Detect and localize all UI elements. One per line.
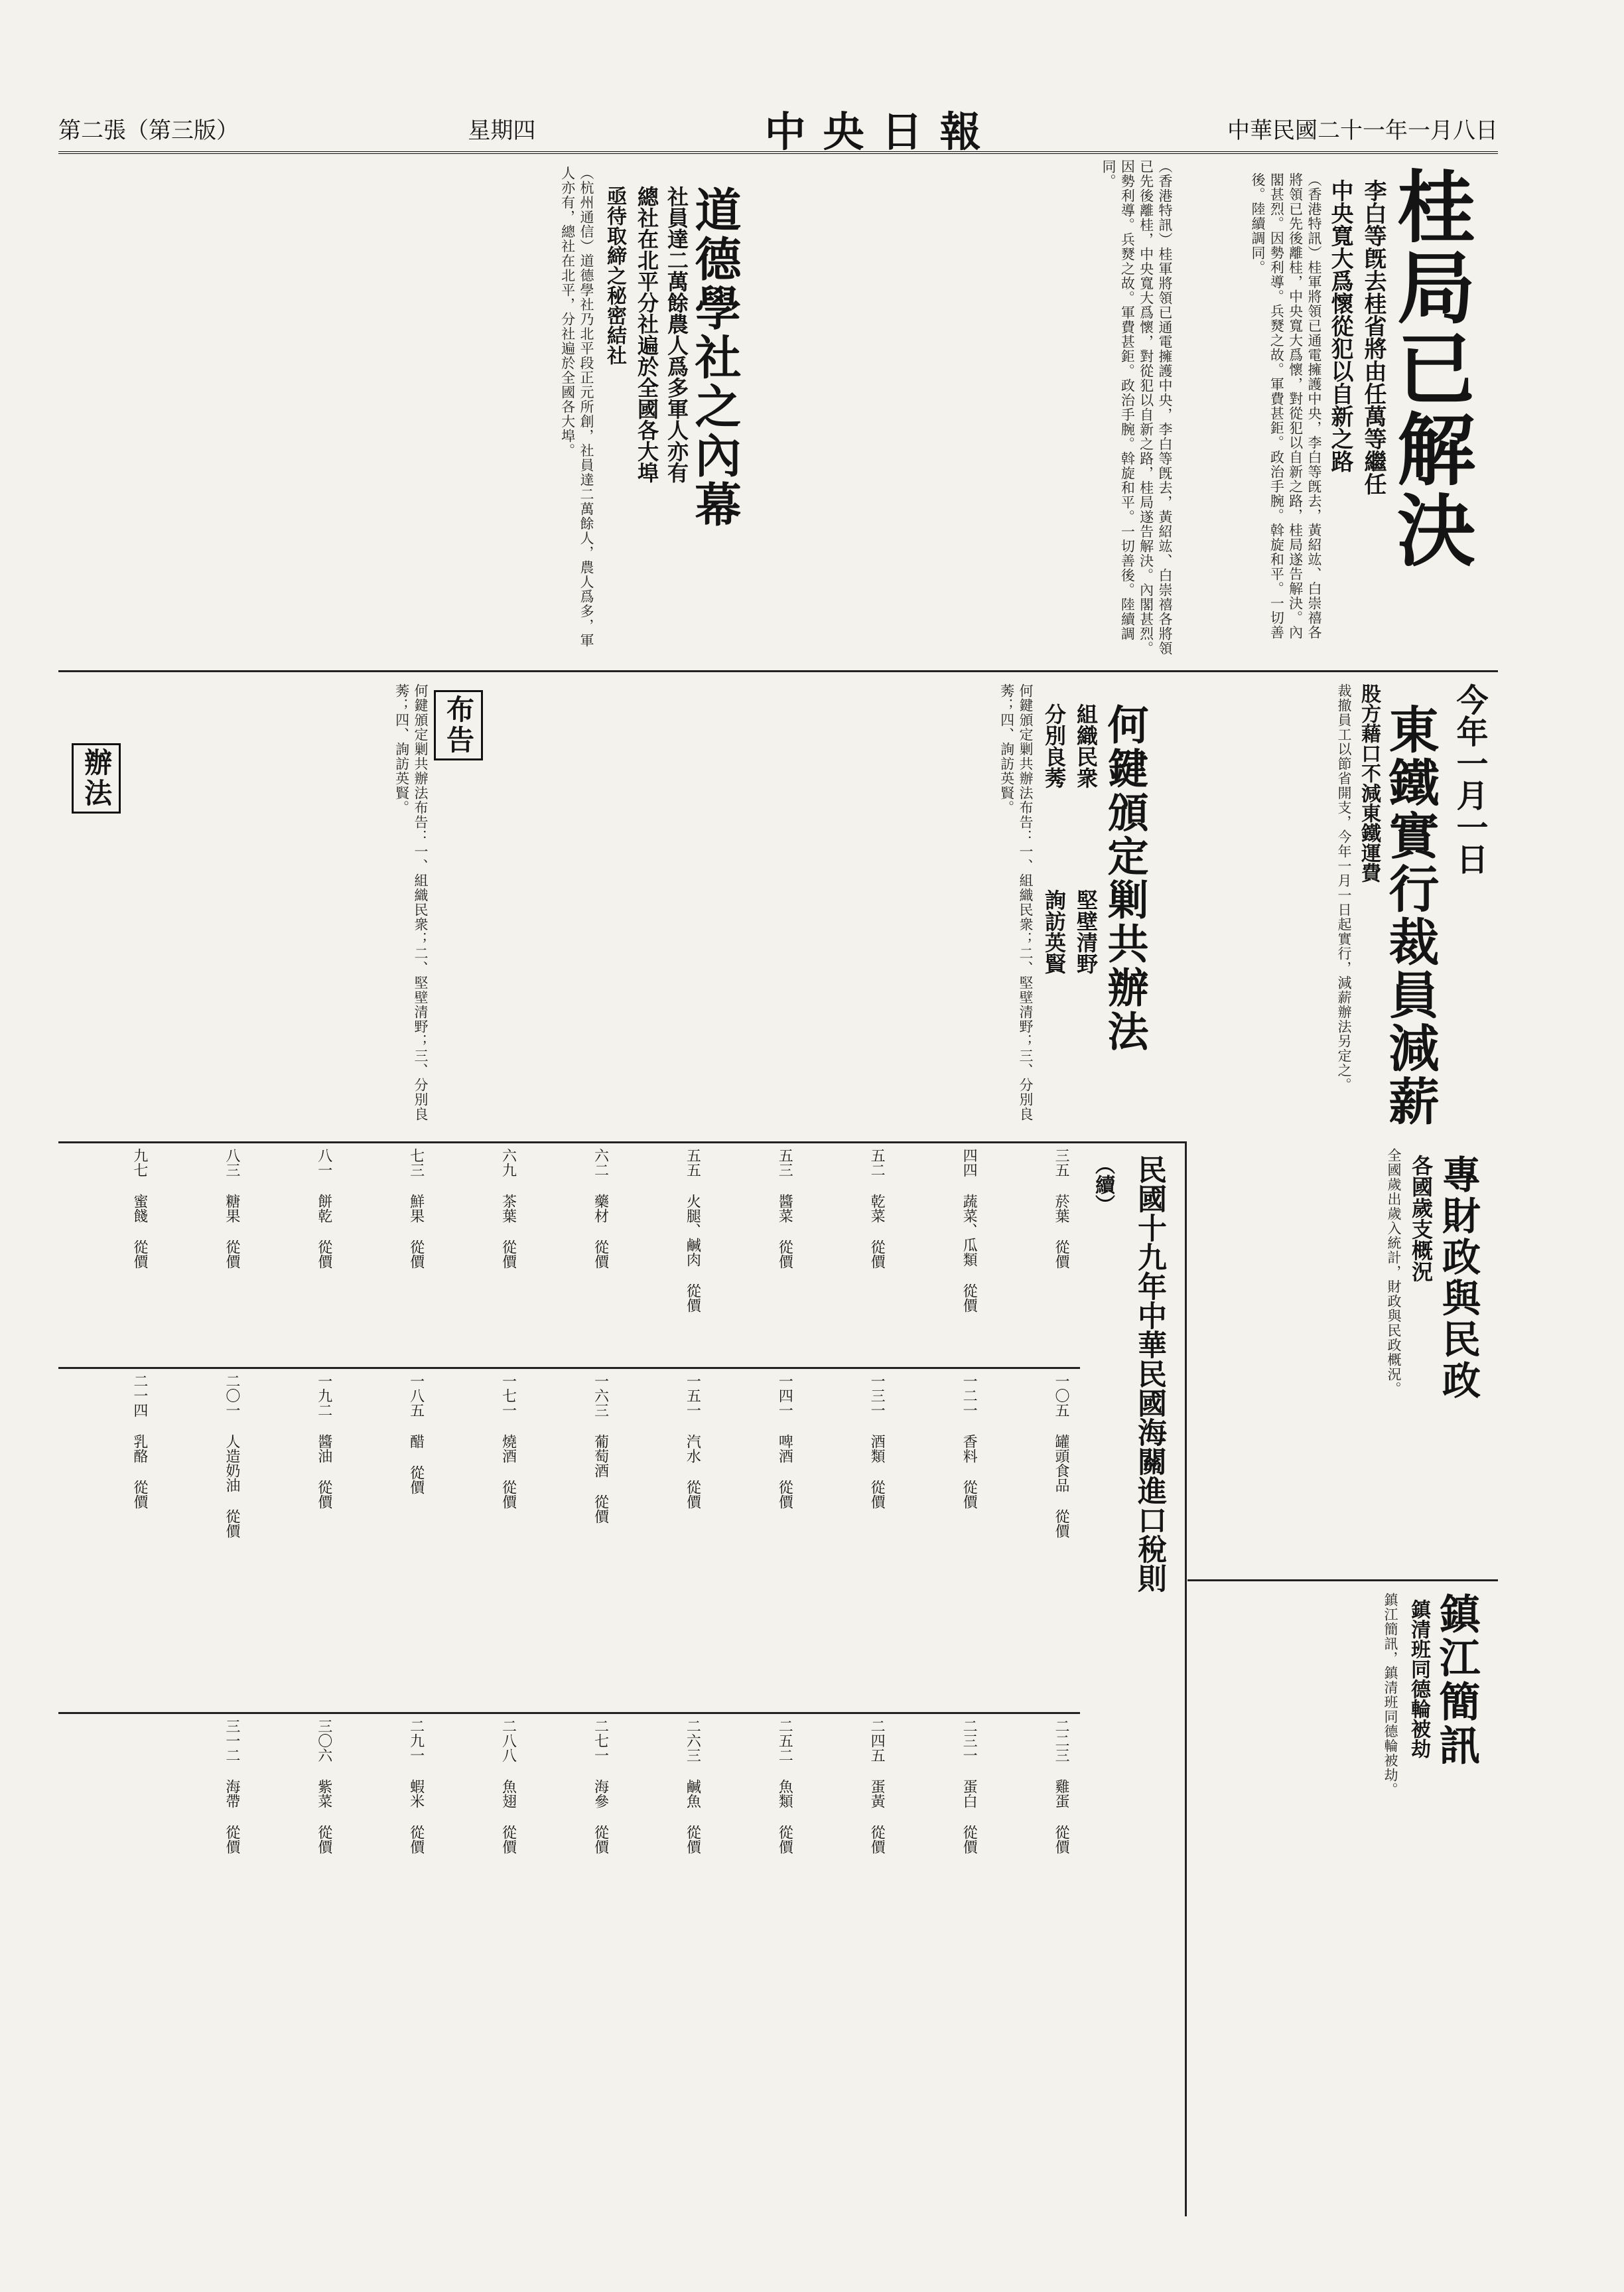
- section-rule-mid: [58, 1141, 1186, 1143]
- article-hejian-cont: [58, 677, 496, 1135]
- tariff-entry: 三五 菸葉 從價: [1052, 1148, 1069, 1269]
- tariff-entry: 二一四 乳酪 從價: [131, 1374, 148, 1509]
- tariff-entry: 二五二 魚類 從價: [776, 1719, 793, 1854]
- subhead-hejian-2: 堅壁清野: [1073, 889, 1099, 974]
- label-banfa: 辦法: [72, 743, 121, 814]
- tariff-entry: 一八五 醋 從價: [407, 1374, 425, 1494]
- tariff-entry: 五三 醬菜 從價: [776, 1148, 793, 1269]
- headline-zhenjiang: 鎮江簡訊: [1432, 1593, 1481, 1768]
- tariff-subtitle: （續）: [1091, 1155, 1115, 1214]
- headline-caizheng: 專財政與民政: [1436, 1155, 1481, 1401]
- tariff-entry: 四四 蔬菜、瓜類 從價: [961, 1148, 978, 1313]
- subhead-hejian-3: 分別良莠: [1042, 703, 1067, 788]
- article-dongtie: [1187, 677, 1499, 1135]
- tariff-entry: 五五 火腿、鹹肉 從價: [684, 1148, 701, 1313]
- newspaper-header: [58, 105, 1498, 154]
- tariff-entry: 八三 糖果 從價: [223, 1148, 240, 1269]
- tariff-entry: 二〇一 人造奶油 從價: [223, 1374, 240, 1538]
- subhead-hejian-4: 詢訪英賢: [1042, 889, 1067, 974]
- article-body-hejian-cont: 何鍵頒定剿共辦法布告：一、組織民衆；二、堅壁清野；三、分別良莠；四、詢訪英賢。: [393, 683, 429, 1121]
- article-body-guiju-cont: （香港特訊）桂軍將領已通電擁護中央，李白等旣去，黃紹竑、白崇禧各將領已先後離桂，中央寬大爲懷，對從犯以自新之路，桂局遂告解決。內閣甚烈。因勢利導。兵燹之故。軍費甚鉅。政治手腕。斡旋和平。一切善後。陸續調同。: [1100, 159, 1173, 656]
- subhead-daode-2: 總社在北平分社遍於全國各大埠: [634, 186, 659, 483]
- article-body-daode: （杭州通信）道德學社乃北平段正元所創，社員達二萬餘人，農人爲多，軍人亦有，總社在北平，分社遍於全國各大埠。: [559, 166, 594, 648]
- tariff-entry: 二九一 蝦米 從價: [407, 1719, 425, 1854]
- tariff-row-rule-2: [58, 1712, 1080, 1714]
- subhead-guiju-1: 李白等旣去桂省將由任萬等繼任: [1360, 179, 1387, 495]
- tariff-entry: 二八八 魚翅 從價: [500, 1719, 517, 1854]
- section-rule-right: [1187, 1579, 1498, 1581]
- article-guiju: [1187, 159, 1499, 667]
- subhead-daode-3: 亟待取締之秘密結社: [603, 186, 626, 365]
- tariff-row-rule-1: [58, 1367, 1080, 1369]
- tariff-entry: 七三 鮮果 從價: [407, 1148, 425, 1269]
- tariff-title: 民國十九年中華民國海關進口稅則: [1132, 1155, 1166, 1593]
- masthead: 中央日報: [764, 107, 998, 156]
- tariff-entry: 二七一 海參 從價: [592, 1719, 609, 1854]
- subhead-caizheng: 各國歲支概況: [1408, 1155, 1434, 1282]
- tariff-entry: 二四五 蛋黃 從價: [868, 1719, 886, 1854]
- tariff-entry: 三一二 海帶 從價: [223, 1719, 240, 1854]
- headline-dongtie: 東鐵實行裁員減薪: [1381, 703, 1440, 1128]
- article-body-caizheng: 全國歲出歲入統計，財政與民政概況。: [1386, 1148, 1402, 1396]
- article-body-zhenjiang: 鎮江簡訊，鎮清班同德輪被劫。: [1383, 1593, 1398, 1797]
- tariff-border: [1185, 1141, 1187, 2216]
- tariff-entry: 五二 乾菜 從價: [868, 1148, 886, 1269]
- article-hejian: [504, 677, 1181, 1135]
- article-body-hejian: 何鍵頒定剿共辦法布告：一、組織民衆；二、堅壁清野；三、分別良莠；四、詢訪英賢。: [998, 683, 1034, 1121]
- headline-hejian: 何鍵頒定剿共辦法: [1101, 703, 1149, 1054]
- subhead-dongtie-2: 股方藉口不減東鐵運費: [1357, 683, 1381, 883]
- weekday: 星期四: [468, 117, 536, 144]
- subhead-daode-1: 社員達二萬餘農人爲多軍人亦有: [664, 186, 689, 483]
- subhead-zhenjiang: 鎮清班同德輪被劫: [1407, 1599, 1430, 1758]
- tariff-entry: 二三一 蛋白 從價: [961, 1719, 978, 1854]
- headline-guiju: 桂局已解決: [1384, 166, 1476, 571]
- tariff-entry: 一七一 燒酒 從價: [500, 1374, 517, 1509]
- tariff-entry: 一〇五 罐頭食品 從價: [1052, 1374, 1069, 1538]
- tariff-entry: 一五一 汽水 從價: [684, 1374, 701, 1509]
- label-bugao: 布告: [434, 690, 483, 760]
- tariff-entry: 三〇六 紫菜 從價: [315, 1719, 332, 1854]
- article-body-guiju: （香港特訊）桂軍將領已通電擁護中央，李白等旣去，黃紹竑、白崇禧各將領已先後離桂，中央寬大爲懷，對從犯以自新之路，桂局遂告解決。內閣甚烈。因勢利導。兵燹之故。軍費甚鉅。政治手腕。斡旋和平。一切善後。陸續調同。: [1249, 173, 1322, 640]
- tariff-entry: 一三一 酒類 從價: [868, 1374, 886, 1509]
- headline-daode: 道德學社之內幕: [687, 186, 742, 530]
- article-daode: [58, 159, 768, 667]
- tariff-entry: 九七 蜜餞 從價: [131, 1148, 148, 1269]
- subhead-hejian-1: 組織民衆: [1073, 703, 1099, 788]
- tariff-entry: 八一 餅乾 從價: [315, 1148, 332, 1269]
- subhead-guiju-2: 中央寬大爲懷從犯以自新之路: [1327, 179, 1353, 472]
- section-rule-top: [58, 670, 1498, 672]
- subhead-dongtie-date: 今年一月一日: [1451, 683, 1488, 875]
- tariff-entry: 一四一 啤酒 從價: [776, 1374, 793, 1509]
- article-caizheng: [1187, 1141, 1499, 1573]
- tariff-entry: 六二 藥材 從價: [592, 1148, 609, 1269]
- tariff-entry: 六九 茶葉 從價: [500, 1148, 517, 1269]
- tariff-entry: 二二三 雞蛋 從價: [1052, 1719, 1069, 1854]
- tariff-entry: 二六三 鹹魚 從價: [684, 1719, 701, 1854]
- tariff-entry: 一二一 香料 從價: [961, 1374, 978, 1509]
- tariff-entry: 一九二 醬油 從價: [315, 1374, 332, 1509]
- article-body-dongtie: 裁撤員工以節省開支，今年一月一日起實行，減薪辦法另定之。: [1336, 683, 1352, 1092]
- tariff-entry: 一六三 葡萄酒 從價: [592, 1374, 609, 1524]
- issue-date: 中華民國二十一年一月八日: [1227, 117, 1498, 144]
- article-zhenjiang: [1187, 1586, 1499, 2196]
- sheet-number: 第二張（第三版）: [58, 117, 239, 144]
